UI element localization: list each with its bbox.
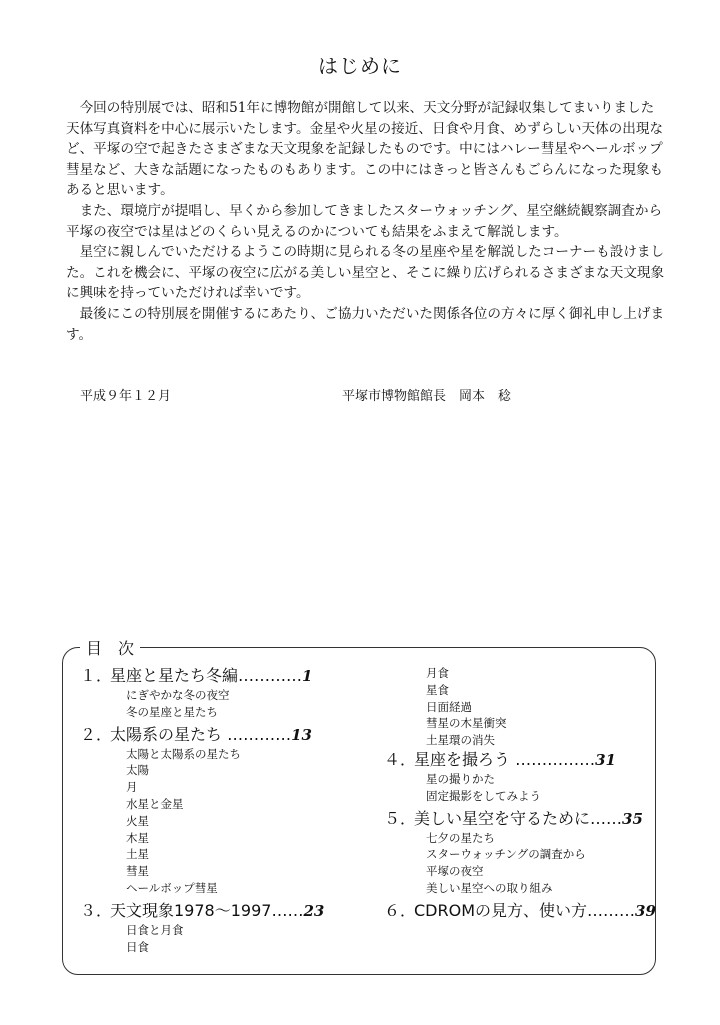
chapter-number: ６． — [384, 900, 417, 920]
leader-dots: ……… — [587, 900, 636, 920]
toc-item: 彗星 — [126, 864, 149, 879]
leader-dots: …… — [590, 808, 623, 828]
chapter-title: 太陽系の星たち — [110, 724, 223, 744]
paragraph: 今回の特別展では、昭和51年に博物館が開館して以来、天文分野が記録収集してまいりました天体写真資料を中心に展示いたします。金星や火星の接近、日食や月食、めずらしい天体の出現など、平塚の空で起きたさまざまな天文現象を記録したものです。中にはハレー彗星やヘールボップ彗星など、大きな話題になったものもあります。この中にはきっと皆さんもごらんになった現象もあると思います。 — [66, 100, 664, 199]
chapter-number: ２． — [80, 724, 113, 744]
leader-dots: ………… — [222, 724, 292, 744]
toc-item: 水星と金星 — [126, 796, 184, 811]
chapter-title: 星座と星たち冬編 — [110, 666, 239, 685]
date: 平成９年１２月 — [80, 389, 172, 404]
toc-right-column — [384, 665, 654, 922]
toc-item: 美しい星空への取り組み — [426, 880, 553, 895]
chapter-number: ５． — [384, 808, 417, 828]
toc-item: 日食と月食 — [126, 922, 184, 937]
chapter-title: 美しい星空を守るために — [414, 808, 591, 828]
chapter-number: ３． — [80, 900, 113, 920]
introduction-text — [66, 98, 666, 345]
toc-item: 月 — [126, 780, 138, 795]
chapter-page: 13 — [291, 725, 312, 744]
toc-chapter-3 — [80, 900, 370, 922]
toc-item: 星の撮りかた — [426, 771, 495, 786]
leader-dots: …………… — [510, 749, 596, 769]
toc-chapter-6 — [384, 900, 654, 922]
chapter-title: 星座を撮ろう — [414, 749, 511, 769]
toc-item: 土星 — [126, 847, 149, 862]
chapter-page: 31 — [595, 750, 616, 769]
chapter-number: １． — [80, 666, 113, 685]
paragraph: また、環境庁が提唱し、早くから参加してきましたスターウォッチング、星空継続観察調査から平塚の夜空では星はどのくらい見えるのかについても結果をふまえて解説します。 — [66, 202, 663, 240]
toc-item: 木星 — [126, 830, 149, 845]
signature: 平塚市博物館館長 岡本 稔 — [342, 389, 512, 404]
chapter-page: 1 — [302, 667, 313, 685]
toc-item: 日食 — [126, 939, 149, 954]
toc-chapter-2 — [80, 724, 370, 746]
paragraph: 星空に親しんでいただけるようこの時期に見られる冬の星座や星を解説したコーナーも設けました。これを機会に、平塚の夜空に広がる美しい星空と、そこに繰り広げられるさまざまな天文現象に興味を持っていただければ幸いです。 — [66, 244, 665, 302]
leader-dots: ………… — [238, 666, 303, 685]
paragraph: 最後にこの特別展を開催するにあたり、ご協力いただいた関係各位の方々に厚く御礼申し上げます。 — [66, 305, 665, 343]
leader-dots: …… — [271, 900, 304, 920]
toc-item: 太陽と太陽系の星たち — [126, 746, 241, 761]
toc-item: 月食 — [426, 666, 449, 680]
chapter-title: CDROMの見方、使い方 — [414, 900, 588, 920]
chapter-page: 23 — [303, 901, 325, 920]
toc-chapter-4 — [384, 749, 654, 771]
toc-item: 星食 — [426, 682, 449, 697]
toc-item: 冬の星座と星たち — [126, 704, 218, 719]
toc-chapter-5 — [384, 808, 654, 830]
toc-item: にぎやかな冬の夜空 — [126, 688, 230, 702]
chapter-title: 天文現象1978～1997 — [110, 900, 272, 920]
toc-chapter-1 — [80, 665, 370, 687]
toc-left-column — [80, 665, 370, 955]
toc-item: 彗星の木星衝突 — [426, 716, 507, 731]
page-title: はじめに — [318, 54, 402, 78]
toc-item: スターウォッチングの調査から — [426, 847, 586, 862]
toc-item: 七夕の星たち — [426, 830, 495, 845]
toc-item: 太陽 — [126, 763, 149, 778]
toc-item: 日面経過 — [426, 699, 472, 714]
chapter-page: 39 — [635, 901, 656, 920]
toc-item: 平塚の夜空 — [426, 864, 484, 879]
toc-item: 固定撮影をしてみよう — [426, 788, 541, 803]
chapter-page: 35 — [622, 809, 643, 828]
toc-item: 火星 — [126, 813, 149, 828]
toc-item: 土星環の消失 — [426, 733, 495, 748]
toc-heading: 目 次 — [80, 636, 140, 659]
chapter-number: ４． — [384, 749, 417, 769]
toc-item: ヘールボップ彗星 — [126, 880, 218, 895]
